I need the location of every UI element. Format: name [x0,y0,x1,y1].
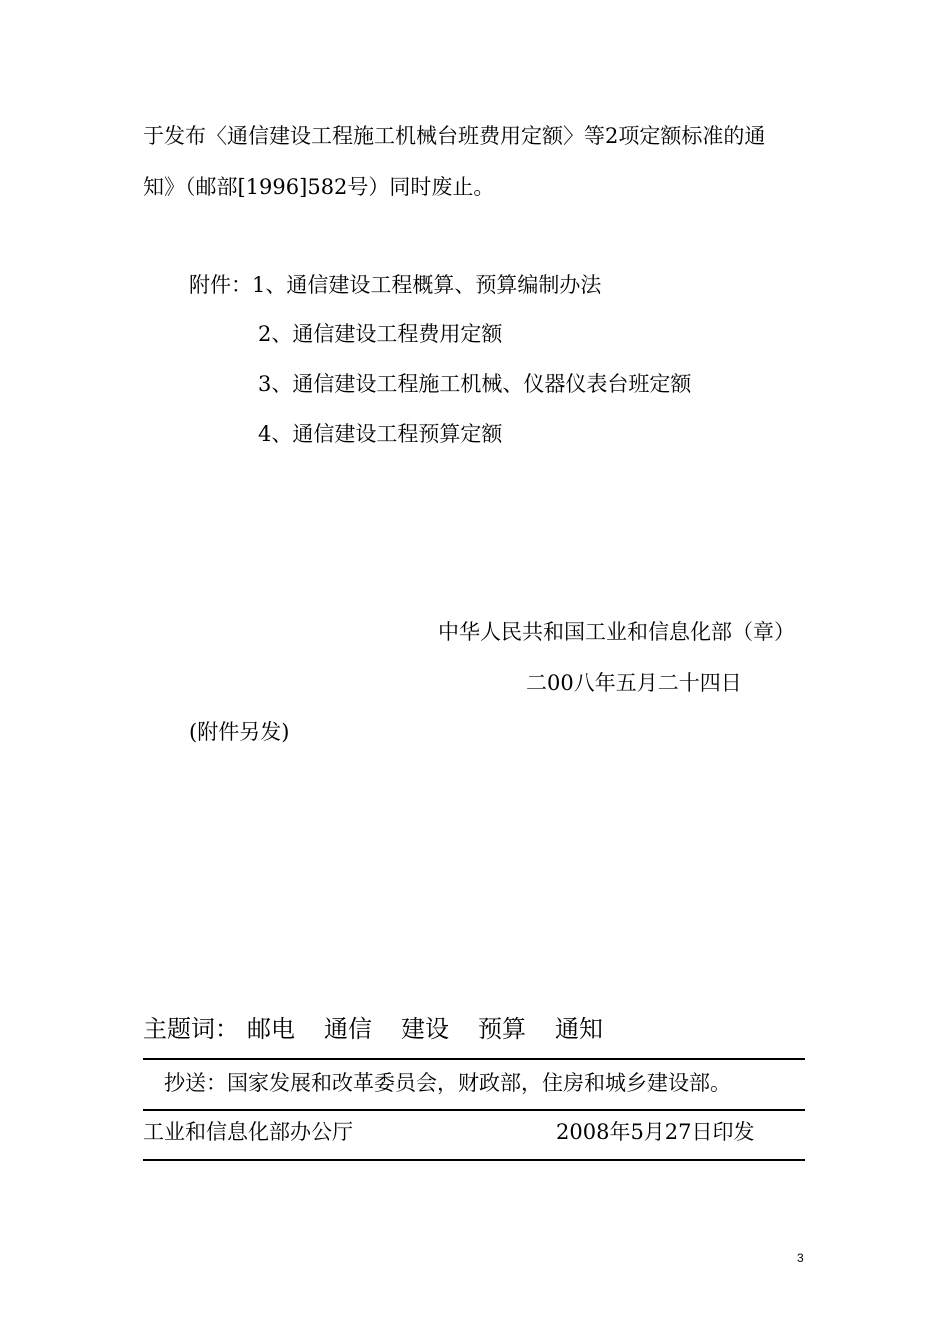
keyword-term: 预算 [478,1015,526,1043]
issuer-name: 中华人民共和国工业和信息化部（章） [438,620,795,644]
issue-date: 二00八年五月二十四日 [526,671,742,695]
keyword-term: 通知 [555,1015,603,1043]
attachment-item-4: 4、通信建设工程预算定额 [258,422,503,446]
body-text-line-2: 知》（邮部[1996]582号）同时废止。 [143,175,495,199]
print-date: 2008年5月27日印发 [556,1120,755,1144]
keyword-term: 邮电 [247,1015,295,1043]
page-number: 3 [797,1251,804,1265]
keyword-term: 通信 [324,1015,372,1043]
body-text-line-1: 于发布〈通信建设工程施工机械台班费用定额〉等2项定额标准的通 [143,124,766,148]
issuing-office: 工业和信息化部办公厅 [143,1120,353,1144]
attachment-note: (附件另发) [189,720,290,744]
cc-line: 抄送：国家发展和改革委员会，财政部，住房和城乡建设部。 [164,1071,731,1095]
attachments-label: 附件： [189,273,252,297]
divider-middle [143,1109,805,1111]
divider-top [143,1058,805,1060]
divider-bottom [143,1159,805,1161]
attachment-item-1: 1、通信建设工程概算、预算编制办法 [252,273,602,297]
attachment-item-3: 3、通信建设工程施工机械、仪器仪表台班定额 [258,372,692,396]
attachment-item-2: 2、通信建设工程费用定额 [258,322,503,346]
keywords-label: 主题词： [143,1015,239,1043]
keyword-term: 建设 [401,1015,449,1043]
